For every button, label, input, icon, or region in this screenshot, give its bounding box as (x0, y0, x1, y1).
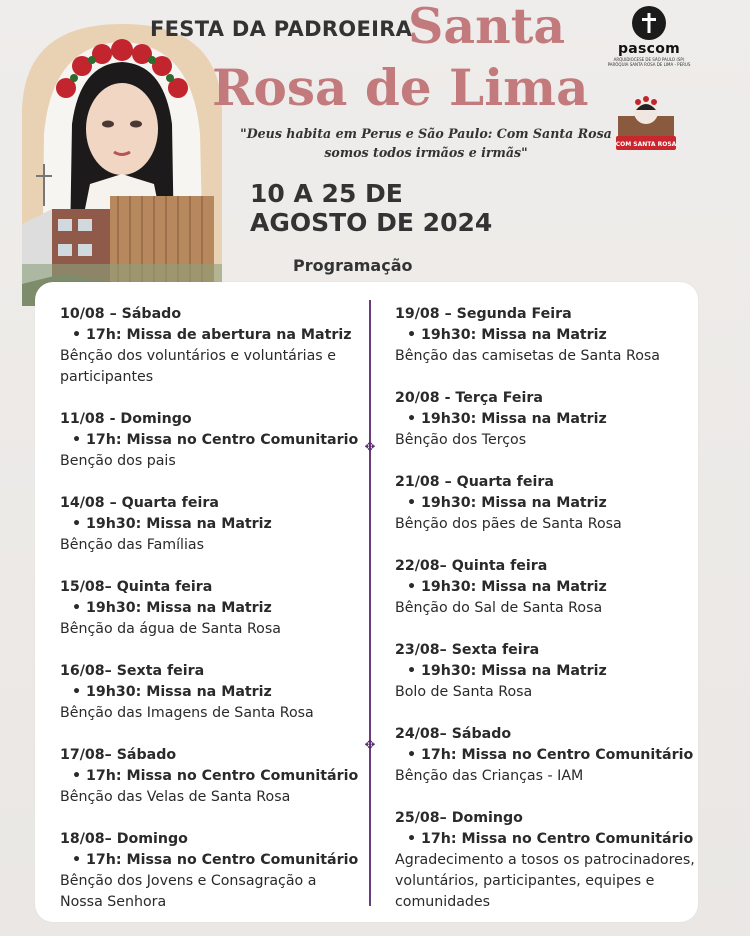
festa-emblem (614, 96, 678, 154)
pascom-logo (606, 6, 692, 67)
entry-date: 23/08– Sexta feira (395, 642, 540, 658)
entry-blessing: Benção dos pais (60, 453, 176, 469)
program-entry (395, 556, 695, 640)
portrait-illustration (22, 24, 222, 306)
entry-blessing: Bênção das Crianças - IAM (395, 768, 584, 784)
entry-date: 21/08 – Quarta feira (395, 474, 554, 490)
entry-date: 19/08 – Segunda Feira (395, 306, 572, 322)
entry-mass: • 19h30: Missa na Matriz (407, 579, 607, 595)
date-range-line2: AGOSTO DE 2024 (250, 208, 493, 237)
cross-icon (632, 6, 666, 40)
program-entry (395, 304, 695, 388)
entry-blessing: Agradecimento a tosos os patrocinadores, voluntários, participantes, equipes e comunidades (395, 852, 695, 910)
column-divider (369, 300, 371, 906)
ornament-cross-icon: ✥ (364, 440, 376, 455)
program-entry (60, 829, 360, 913)
entry-date: 20/08 - Terça Feira (395, 390, 543, 406)
pascom-name: pascom (617, 41, 681, 57)
program-entry (395, 808, 695, 913)
ornament-cross-icon: ✥ (364, 738, 376, 753)
program-entry (60, 745, 360, 829)
program-entry (395, 472, 695, 556)
program-entry (60, 661, 360, 745)
entry-blessing: Bênção das Velas de Santa Rosa (60, 789, 291, 805)
theme-quote: "Deus habita em Perus e São Paulo: Com Santa Rosa somos todos irmãos e irmãs" (240, 126, 612, 160)
entry-date: 10/08 – Sábado (60, 306, 182, 322)
entry-mass: • 17h: Missa no Centro Comunitário (407, 831, 694, 847)
entry-mass: • 17h: Missa no Centro Comunitário (72, 852, 359, 868)
program-column-right (395, 304, 695, 913)
entry-date: 24/08– Sábado (395, 726, 512, 742)
program-entry (395, 640, 695, 724)
program-entry (60, 409, 360, 493)
entry-mass: • 19h30: Missa na Matriz (72, 684, 272, 700)
entry-blessing: Bênção dos pães de Santa Rosa (395, 516, 622, 532)
entry-date: 22/08– Quinta feira (395, 558, 548, 574)
entry-mass: • 19h30: Missa na Matriz (72, 516, 272, 532)
entry-date: 18/08– Domingo (60, 831, 188, 847)
program-entry (60, 493, 360, 577)
entry-blessing: Bolo de Santa Rosa (395, 684, 533, 700)
festa-pre-title: FESTA DA PADROEIRA (150, 17, 413, 41)
program-entry (60, 577, 360, 661)
entry-blessing: Bênção do Sal de Santa Rosa (395, 600, 603, 616)
entry-mass: • 19h30: Missa na Matriz (407, 495, 607, 511)
entry-mass: • 19h30: Missa na Matriz (407, 411, 607, 427)
entry-blessing: Bênção das Imagens de Santa Rosa (60, 705, 314, 721)
entry-blessing: Bênção dos Jovens e Consagração a Nossa Senhora (60, 873, 317, 910)
entry-date: 25/08– Domingo (395, 810, 523, 826)
entry-date: 15/08– Quinta feira (60, 579, 213, 595)
entry-mass: • 19h30: Missa na Matriz (407, 663, 607, 679)
entry-date: 11/08 - Domingo (60, 411, 192, 427)
entry-mass: • 17h: Missa no Centro Comunitário (407, 747, 694, 763)
entry-date: 14/08 – Quarta feira (60, 495, 219, 511)
entry-mass: • 17h: Missa no Centro Comunitário (72, 768, 359, 784)
entry-date: 17/08– Sábado (60, 747, 177, 763)
entry-mass: • 19h30: Missa na Matriz (72, 600, 272, 616)
santa-rosa-portrait (22, 24, 222, 306)
date-range-line1: 10 A 25 DE (250, 179, 403, 208)
entry-mass: • 17h: Missa no Centro Comunitario (72, 432, 359, 448)
entry-date: 16/08– Sexta feira (60, 663, 205, 679)
title-santa: Santa (408, 0, 566, 55)
program-title: Programação (293, 256, 413, 275)
program-entry (60, 304, 360, 409)
entry-blessing: Bênção da água de Santa Rosa (60, 621, 281, 637)
program-column-left (60, 304, 360, 913)
festa-emblem-text: COM SANTA ROSA (615, 141, 677, 148)
program-entry (395, 724, 695, 808)
pascom-subtitle: ARQUIDIOCESE DE SÃO PAULO (SP) PARÓQUIA SANTA ROSA DE LIMA - PERUS (607, 57, 691, 67)
program-entry (395, 388, 695, 472)
title-rosa-de-lima: Rosa de Lima (212, 58, 589, 117)
entry-mass: • 19h30: Missa na Matriz (407, 327, 607, 343)
entry-mass: • 17h: Missa de abertura na Matriz (72, 327, 352, 343)
entry-blessing: Bênção dos voluntários e voluntárias e participantes (60, 348, 336, 385)
entry-blessing: Bênção das camisetas de Santa Rosa (395, 348, 660, 364)
entry-blessing: Bênção das Famílias (60, 537, 205, 553)
entry-blessing: Bênção dos Terços (395, 432, 527, 448)
